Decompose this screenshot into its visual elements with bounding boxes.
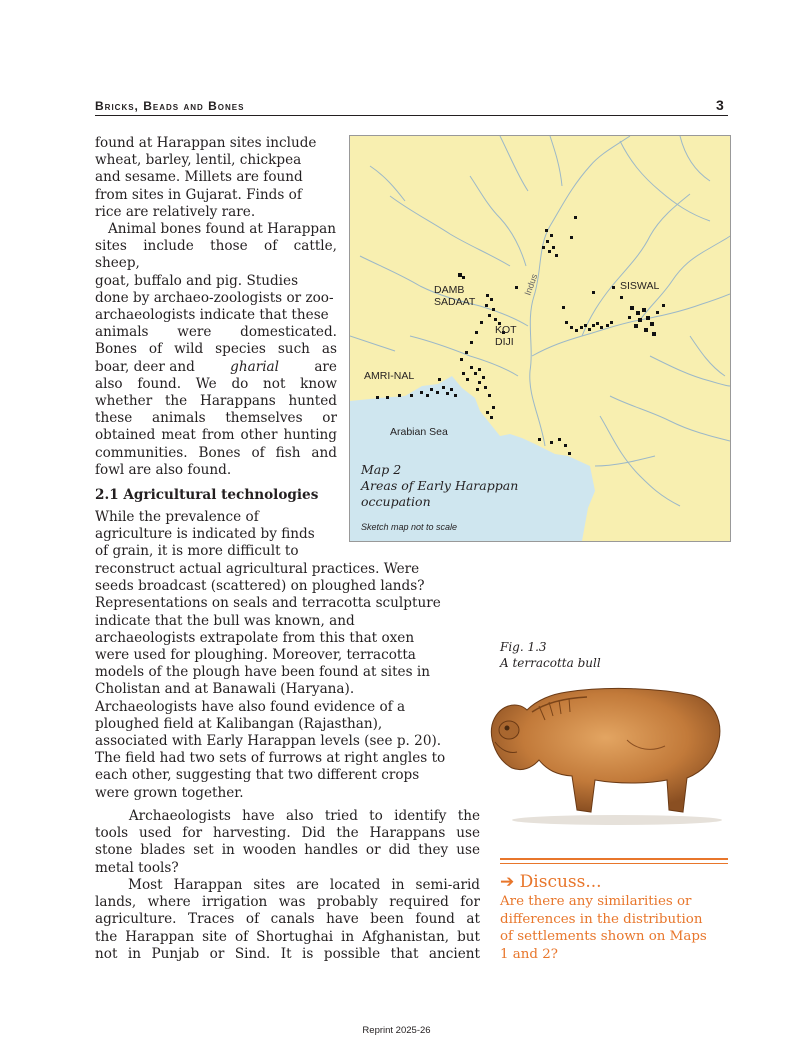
site-dot: [628, 316, 631, 319]
site-dot: [486, 411, 489, 414]
bull-illustration: [487, 680, 730, 825]
site-dot: [460, 358, 463, 361]
site-dot: [485, 304, 488, 307]
site-dot: [638, 318, 642, 322]
site-dot: [644, 328, 648, 332]
text-line: Archaeologists have also tried to identify the: [95, 808, 480, 824]
site-dot: [592, 291, 595, 294]
site-dot: [488, 314, 491, 317]
site-dot: [470, 366, 473, 369]
italic-term: gharial: [230, 358, 279, 375]
caption-line: occupation: [361, 494, 431, 509]
text-line: metal tools?: [95, 859, 179, 876]
text-line: were grown together.: [95, 784, 244, 801]
text-line: not in Punjab or Sind. It is possible that ancient: [95, 945, 480, 962]
discuss-line: Are there any similarities or: [500, 894, 692, 909]
paragraph-agri-intro: [95, 509, 337, 561]
site-dot: [588, 328, 591, 331]
site-dot: [484, 386, 487, 389]
site-dot: [475, 331, 478, 334]
running-title: Bricks, Beads and Bones: [95, 99, 245, 113]
site-dot: [470, 341, 473, 344]
map-label-line: KOT: [495, 324, 517, 336]
map-scale-note: Sketch map not to scale: [361, 522, 458, 532]
site-dot: [570, 236, 573, 239]
site-dot: [490, 416, 493, 419]
text-line: found at Harappan sites include: [95, 135, 317, 151]
text-line: Representations on seals and terracotta sculpture: [95, 595, 441, 612]
site-dot: [552, 246, 555, 249]
paragraph-irrigation: [95, 877, 480, 963]
site-dot: [545, 229, 548, 232]
discuss-question: [500, 893, 730, 963]
discuss-title: ➔ Discuss...: [500, 872, 602, 892]
map-label-line: SADAAT: [434, 296, 476, 308]
footer-reprint: Reprint 2025-26: [362, 1025, 431, 1036]
site-dot: [565, 321, 568, 324]
site-dot: [442, 386, 445, 389]
text-line: Bones of wild species such as: [95, 341, 337, 358]
site-dot: [558, 438, 561, 441]
text-line: seeds broadcast (scattered) on ploughed lands?: [95, 578, 425, 595]
site-dot: [568, 452, 571, 455]
map-label-kot-diji: [495, 324, 517, 348]
text-line: each other, suggesting that two different crops: [95, 767, 420, 784]
text-line: associated with Early Harappan levels (see p. 20).: [95, 733, 442, 750]
site-dot: [494, 318, 497, 321]
text-line: Cholistan and at Banawali (Haryana).: [95, 681, 355, 698]
paragraph-ploughing: [95, 561, 480, 802]
text-line: goat, buffalo and pig. Studies: [95, 272, 299, 289]
text-line: animals were domesticated.: [95, 324, 337, 341]
text-line: The field had two sets of furrows at right angles to: [95, 750, 446, 767]
site-dot: [480, 321, 483, 324]
site-dot: [450, 388, 453, 391]
site-dot: [555, 254, 558, 257]
site-dot: [562, 306, 565, 309]
site-dot: [486, 294, 489, 297]
site-dot: [646, 316, 650, 320]
map-label-siswal: SISWAL: [620, 280, 660, 292]
text-line: archaeologists extrapolate from this that oxen: [95, 629, 415, 646]
map-label-line: DIJI: [495, 336, 514, 348]
text-fragment: boar, deer and: [95, 358, 195, 375]
text-line: agriculture is indicated by finds: [95, 526, 315, 543]
text-line: stone blades set in wooden handles or did they use: [95, 842, 480, 859]
map-label-arabian-sea: Arabian Sea: [390, 426, 448, 438]
map-label-damb-sadaat: [434, 284, 475, 308]
site-dot: [438, 378, 441, 381]
site-dot: [550, 234, 553, 237]
site-dot: [436, 391, 439, 394]
terracotta-bull-image: [487, 680, 730, 825]
site-dot: [652, 332, 656, 336]
site-dot: [606, 324, 609, 327]
site-dot: [488, 394, 491, 397]
site-dot: [376, 396, 379, 399]
site-dot: [430, 388, 433, 391]
text-line: rice are relatively rare.: [95, 203, 256, 220]
site-dot: [426, 394, 429, 397]
site-dot: [538, 438, 541, 441]
site-dot: [600, 326, 603, 329]
site-dot: [610, 321, 613, 324]
site-dot: [575, 329, 578, 332]
site-dot: [454, 394, 457, 397]
discuss-line: differences in the distribution: [500, 911, 703, 927]
site-dot: [458, 273, 462, 277]
text-line: fowl are also found.: [95, 461, 232, 478]
site-dot: [574, 216, 577, 219]
site-dot: [650, 322, 654, 326]
site-dot: [542, 246, 545, 249]
text-line: sites include those of cattle, sheep,: [95, 238, 337, 272]
paragraph-crops: [95, 135, 337, 221]
text-line: indicate that the bull was known, and: [95, 612, 355, 629]
text-line: archaeologists indicate that these: [95, 307, 329, 324]
site-dot: [564, 444, 567, 447]
site-dot: [478, 381, 481, 384]
discuss-line: 1 and 2?: [500, 946, 558, 962]
site-dot: [482, 376, 485, 379]
map-caption: [361, 462, 518, 510]
discuss-rule-thin: [500, 863, 728, 864]
paragraph-harvest-tools: [95, 808, 480, 877]
header-rule: [95, 115, 728, 116]
caption-line: A terracotta bull: [500, 656, 601, 670]
site-dot: [620, 296, 623, 299]
text-line: were used for ploughing. Moreover, terracotta: [95, 647, 416, 664]
figure-caption: [500, 639, 601, 671]
site-dot: [580, 326, 583, 329]
site-dot: [492, 308, 495, 311]
caption-line: Fig. 1.3: [500, 640, 547, 654]
map-label-line: DAMB: [434, 284, 465, 296]
site-dot: [398, 394, 401, 397]
site-dot: [515, 286, 518, 289]
text-line: lands, where irrigation was probably required for: [95, 894, 480, 911]
text-line: [95, 359, 337, 376]
text-line: also found. We do not know: [95, 375, 337, 392]
text-line: Animal bones found at Harappan: [95, 221, 336, 237]
text-line: wheat, barley, lentil, chickpea: [95, 152, 302, 169]
section-heading: 2.1 Agricultural technologies: [95, 487, 319, 503]
site-dot: [490, 298, 493, 301]
text-line: Archaeologists have also found evidence of a: [95, 698, 406, 715]
discuss-rule-thick: [500, 858, 728, 860]
site-dot: [462, 276, 465, 279]
site-dot: [570, 326, 573, 329]
site-dot: [546, 240, 549, 243]
text-line: ploughed field at Kalibangan (Rajasthan),: [95, 715, 383, 732]
text-fragment: are: [314, 358, 337, 375]
site-dot: [584, 324, 587, 327]
site-dot: [476, 388, 479, 391]
text-line: and sesame. Millets are found: [95, 169, 303, 186]
discuss-line: of settlements shown on Maps: [500, 929, 707, 944]
text-line: While the prevalence of: [95, 509, 259, 525]
text-line: from sites in Gujarat. Finds of: [95, 186, 302, 203]
site-dot: [596, 322, 599, 325]
site-dot: [410, 394, 413, 397]
text-line: agriculture. Traces of canals have been found at: [95, 911, 480, 928]
text-line: tools used for harvesting. Did the Harappans use: [95, 825, 480, 842]
site-dot: [630, 306, 634, 310]
text-line: whether the Harappans hunted: [95, 393, 337, 410]
site-dot: [386, 396, 389, 399]
site-dot: [420, 391, 423, 394]
page-number: 3: [716, 97, 724, 113]
text-line: obtained meat from other hunting: [95, 427, 337, 444]
text-line: of grain, it is more difficult to: [95, 543, 299, 560]
site-dot: [592, 324, 595, 327]
map-label-amri-nal: AMRI-NAL: [364, 370, 415, 382]
map-label-indus: Indus: [522, 272, 540, 297]
text-line: reconstruct actual agricultural practices. Were: [95, 561, 420, 577]
site-dot: [550, 441, 553, 444]
text-line: communities. Bones of fish and: [95, 444, 337, 461]
caption-line: Areas of Early Harappan: [361, 478, 519, 493]
site-dot: [478, 368, 481, 371]
site-dot: [662, 304, 665, 307]
site-dot: [465, 351, 468, 354]
site-dot: [636, 311, 640, 315]
paragraph-animal-bones: [95, 221, 337, 479]
site-dot: [466, 378, 469, 381]
text-line: models of the plough have been found at sites in: [95, 664, 430, 681]
text-line: the Harappan site of Shortughai in Afghanistan, but: [95, 928, 480, 945]
site-dot: [548, 250, 551, 253]
text-line: Most Harappan sites are located in semi-arid: [95, 877, 480, 893]
caption-line: Map 2: [361, 462, 402, 477]
site-dot: [474, 372, 477, 375]
text-line: these animals themselves or: [95, 410, 337, 427]
site-dot: [656, 311, 659, 314]
site-dot: [462, 372, 465, 375]
text-line: done by archaeo-zoologists or zoo-: [95, 289, 334, 306]
site-dot: [492, 406, 495, 409]
site-dot: [634, 324, 638, 328]
site-dot: [612, 286, 615, 289]
site-dot: [446, 392, 449, 395]
site-dot: [642, 308, 646, 312]
